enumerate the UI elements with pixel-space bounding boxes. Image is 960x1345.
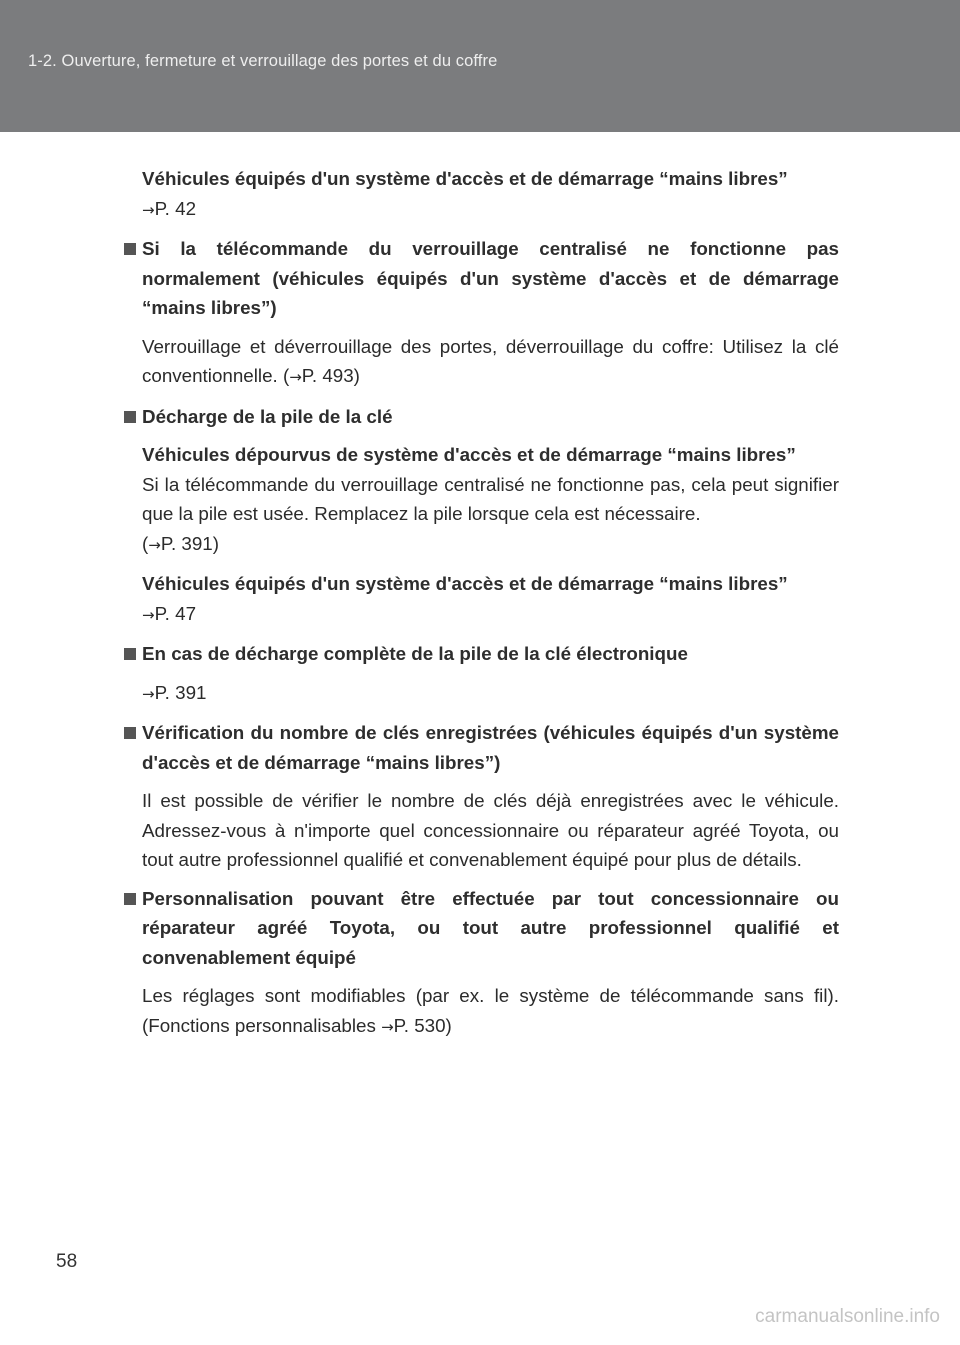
reference-text: P. 391 [154,681,207,703]
square-bullet-icon [124,893,136,905]
page-reference [124,678,839,710]
paragraph-customization [124,981,839,1042]
heading-full-discharge [124,639,839,669]
page-reference [124,194,839,226]
heading-customization [124,884,839,973]
subheading-hands-free: Véhicules équipés d'un système d'accès et de démarrage “mains libres” [142,168,788,189]
heading-text: En cas de décharge complète de la pile de la clé électronique [142,643,688,664]
page-content [124,164,839,1042]
heading-key-count [124,718,839,777]
heading-text: Personnalisation pouvant être effectuée par tout concessionnaire ou réparateur agréé Toyota, ou tout autre professionnel qualifié et convenablement équipé [142,887,839,968]
reference-text: P. 42 [154,197,197,219]
heading-text: Vérification du nombre de clés enregistrées (véhicules équipés d'un système d'accès et de démarrage “mains libres”) [142,722,839,773]
arrow-right-icon: → [289,368,302,386]
watermark: carmanualsonline.info [755,1306,940,1327]
subheading-hands-free: Véhicules équipés d'un système d'accès et de démarrage “mains libres” [142,573,788,594]
page-header-band [0,0,960,132]
arrow-right-icon: → [381,1017,394,1036]
square-bullet-icon [124,648,136,660]
arrow-right-icon: → [142,684,155,703]
paragraph-key-count: Il est possible de vérifier le nombre de clés déjà enregistrées avec le véhicule. Adressez-vous à n'importe quel concessionnaire ou réparateur agréé Toyota, ou tout autre professionnel qualifié et convenablement équipé pour plus de détails. [142,790,839,870]
reference-text: P. 530) [393,1014,452,1036]
arrow-right-icon: → [142,605,155,624]
reference-paren: ( [142,532,149,554]
heading-text: Si la télécommande du verrouillage centralisé ne fonctionne pas normalement (véhicules équipés d'un système d'accès et de démarrage “mains libres”) [142,238,839,318]
section-title: 1-2. Ouverture, fermeture et verrouillage des portes et du coffre [28,52,498,70]
arrow-right-icon: → [148,535,161,554]
reference-text: P. 47 [154,602,197,624]
page-reference [124,529,839,561]
paragraph-conventional-key [124,332,839,393]
paragraph-text: Verrouillage et déverrouillage des portes, déverrouillage du coffre: Utilisez la clé conventionnelle. ( [142,335,839,386]
reference-text: P. 391) [160,532,219,554]
page-reference [124,599,839,631]
square-bullet-icon [124,243,136,255]
square-bullet-icon [124,727,136,739]
reference-text: P. 493) [301,365,360,386]
page-number: 58 [56,1251,78,1272]
heading-text: Décharge de la pile de la clé [142,405,393,427]
square-bullet-icon [124,411,136,423]
subheading-no-hands-free: Véhicules dépourvus de système d'accès et de démarrage “mains libres” [142,444,796,465]
heading-remote-malfunction [124,234,839,323]
arrow-right-icon: → [142,200,155,219]
heading-battery-discharge [124,402,839,432]
paragraph-battery-worn: Si la télécommande du verrouillage centralisé ne fonctionne pas, cela peut signifier que la pile est usée. Remplacez la pile lorsque cela est nécessaire. [142,473,839,524]
paragraph-text: Les réglages sont modifiables (par ex. le système de télécommande sans fil). (Fonctions personnalisables [142,985,839,1036]
